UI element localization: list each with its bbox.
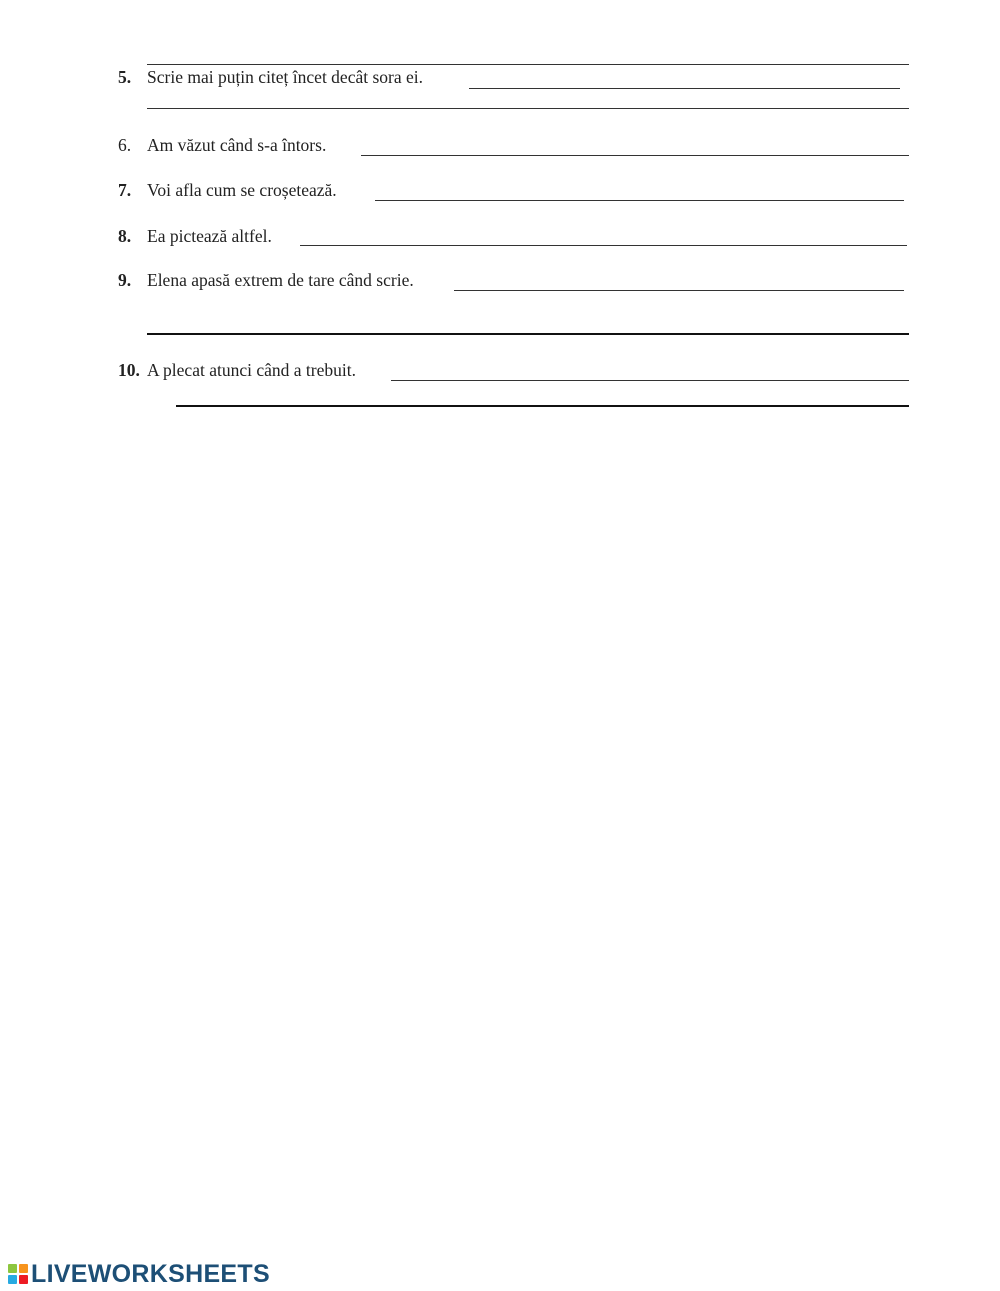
logo-icon [8,1264,28,1284]
exercise-sentence: A plecat atunci când a trebuit. [147,360,356,380]
exercise-item-8 [118,226,272,246]
exercise-sentence: Ea pictează altfel. [147,226,272,246]
exercise-sentence: Voi afla cum se croșetează. [147,180,337,200]
logo-text: LIVEWORKSHEETS [31,1259,270,1288]
exercise-number: 7. [118,180,132,200]
exercise-item-7 [118,180,337,200]
answer-line[interactable] [147,333,909,335]
answer-line[interactable] [454,290,904,291]
exercise-item-9 [118,270,414,290]
exercise-item-5 [118,67,423,87]
exercise-sentence: Scrie mai puțin citeț încet decât sora ei. [147,67,424,87]
answer-line[interactable] [361,155,909,156]
answer-line[interactable] [391,380,909,381]
logo-square [8,1264,17,1273]
exercise-item-6 [118,135,326,155]
answer-line[interactable] [300,245,907,246]
exercise-sentence: Elena apasă extrem de tare când scrie. [147,270,414,290]
answer-line[interactable] [147,64,909,65]
logo-square [19,1275,28,1284]
logo-square [8,1275,17,1284]
answer-line[interactable] [375,200,904,201]
exercise-number: 9. [118,270,132,290]
exercise-sentence: Am văzut când s-a întors. [147,135,327,155]
exercise-number: 5. [118,67,132,87]
logo-square [19,1264,28,1273]
exercise-number: 8. [118,226,132,246]
exercise-number: 6. [118,135,132,155]
answer-line[interactable] [469,88,900,89]
exercise-number: 10. [118,360,140,380]
answer-line[interactable] [176,405,909,407]
answer-line[interactable] [147,108,909,109]
liveworksheets-logo [8,1259,270,1289]
exercise-item-10 [118,360,356,380]
